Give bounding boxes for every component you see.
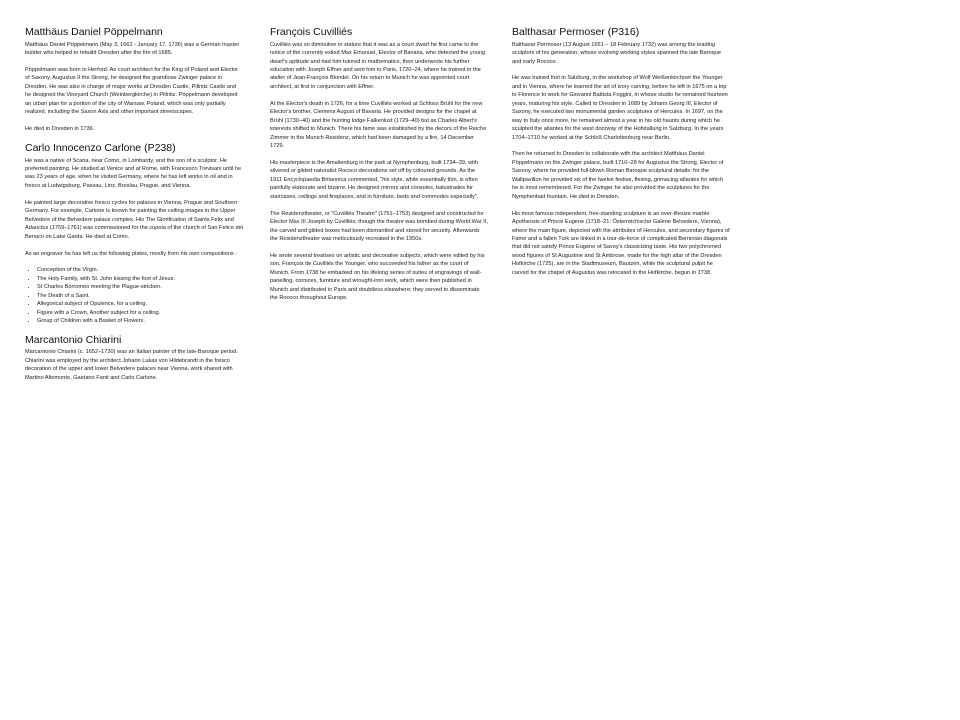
article-paragraph: At the Elector's death in 1726, for a time Cuvilliés worked at Schloss Brühl for the new Elector's brother, Clemens August of Bavaria. He provided designs for the chapel at Brühl (1730–40) and the hunting lodge Falkenlust (1729–40) but as Charles Albert's interests shifted to Munich. There his fame was established by the decors of the Reiche Zimmer in the Munich Residenz, which had been damaged by a fire, 14 December 1729. bbox=[270, 100, 487, 150]
plates-list bbox=[25, 266, 243, 325]
article bbox=[25, 142, 243, 326]
article-paragraph: Then he returned to Dresden to collaborate with the architect Matthäus Daniel Pöppelmann on the Zwinger palace, built 1710–28 for Augustus the Strong, Elector of Saxony, where he provided full-blown Roman Baroque sculptural details: for the Wallpavillon he provided six of the twelve festive, flexing, grimacing atlantes for which he is most remembered. For the Zwinger he also provided the sculptures for the Nymphenbad fountain. He died in Dresden. bbox=[512, 151, 724, 200]
article-paragraph: He painted large decorative fresco cycles for palaces in Vienna, Prague and Southern Germany. For example, Carlone is known for painting the ceiling images in the Upper Belvedere of the Belvedere palace complex. His The Glorification of Saints Felix and Adauctus (1759–1761) was commissioned for the cupola of the church of San Felice del Benaco on Lake Garda. He died at Como. bbox=[25, 199, 243, 240]
article-paragraph: His masterpiece is the Amalienburg in the park at Nymphenburg, built 1734–39, with silvered or gilded naturalist Rococo decorations set off by coloured grounds. As the 1911 Encyclopaedia Britannica commented, "his style, while essentially thin, is often painfully elaborate and bizarre. He designed mirrors and consoles, balustrades for staircases, ceilings and fireplaces, and in furniture, beds and commodes especially". bbox=[270, 159, 479, 200]
article-title: Balthasar Permoser (P316) bbox=[512, 26, 640, 38]
article-paragraph: Balthasar Permoser (13 August 1651 – 18 February 1732) was among the leading sculptors of his generation, whose evolving working styles spanned the late Baroque and early Rococo. bbox=[512, 41, 721, 65]
article bbox=[25, 26, 243, 134]
article-title: Matthäus Daniel Pöppelmann bbox=[25, 26, 163, 38]
list-item: • The Death of a Saint. bbox=[37, 292, 243, 300]
list-item: • St Charles Borromeo meeting the Plague-stricken. bbox=[37, 283, 243, 291]
article bbox=[270, 26, 488, 303]
article-paragraph: His most famous independent, free-standing sculpture is an over-lifesize marble Apotheosis of Prince Eugene (1718–21: Österreichische Galerie Belvedere, Vienna), where the main figure, depicted with the attributes of Hercules, and secondary figures of Fame and a fallen Turk are linked in a tour-de-force of complicated Berninian diagonals that did not satisfy Prince Eugene of Savoy's classicizing taste. His two polychromed wood figures of St Augustine and St Ambrose, made for the high altar of the Dresden Hofkirche (1725), are in the Stadtmuseum, Bautzen, while the sculptural pulpit he carved for the chapel of Augustus was relocated in the Hofkirche, begun in 1738. bbox=[512, 210, 730, 276]
article-paragraph: He was trained first in Salzburg, in the workshop of Wolf Weißenkirchner the Younger and in Vienna, where he learned the art of ivory carving, before he left in 1675 on a trip to Florence to work for Giovanni Battista Foggini, in whose studio he remained fourteen years, maturing his style. Called to Dresden in 1689 by Johann Georg III, Elector of Saxony, he executed two monumental garden sculptures of Hercules. In 1697, on the way to Italy once more, he remained almost a year in his old haunts during which he sculpted the atlantes for the west doorway of the Hofstallung in Salzburg. In the years 1704–1710 he worked at the Schloß Charlottenburg near Berlin. bbox=[512, 75, 728, 141]
article-title: Carlo Innocenzo Carlone (P238) bbox=[25, 141, 176, 154]
article bbox=[512, 26, 730, 277]
article bbox=[25, 334, 243, 382]
article-paragraph: As an engraver he has left us the following plates, mostly from his own compositions : bbox=[25, 250, 237, 257]
article-paragraph: Cuvilliés was so diminutive in stature that it was as a court dwarf he first came to the notice of the currently exiled Max Emanuel, Elector of Bavaria, who detected the young dwarf's aptitude and had him tutored in mathematics, then underwrote his further education with Joseph Effner and sent him to Paris, 1720–24, where he trained in the atelier of Jean-François Blondel. On his return to Munich he was appointed court architect, at first in conjunction with Effner. bbox=[270, 41, 486, 90]
article-paragraph: He wrote several treatises on artistic and decorative subjects, which were edited by his son, François de Cuvilliés the Younger, who succeeded his father as the court of Munich. From 1738 he embarked on his lifelong series of suites of engravings of wall-panelling, cornices, furniture and wrought-iron work, which were then published in Munich and distributed in Paris and doubtless elsewhere; they served to disseminate the Rococo throughout Europe. bbox=[270, 252, 485, 302]
column-2 bbox=[270, 26, 488, 311]
list-item: • Group of Children with a Basket of Flowers. bbox=[37, 317, 243, 325]
article-paragraph: Matthäus Daniel Pöppelmann (May 3, 1662 - January 17, 1736) was a German master builder who helped to rebuild Dresden after the fire of 1685. bbox=[25, 41, 240, 57]
article-title: Marcantonio Chiarini bbox=[25, 333, 122, 346]
article-paragraph: He died in Dresden in 1736. bbox=[25, 126, 95, 133]
column-3 bbox=[512, 26, 730, 286]
article-paragraph: He was a native of Scaria, near Como, in Lombardy, and the son of a sculptor. He preferred painting. He studied at Venice and at Rome, with Francesco Trevisani until he was 23 years of age, when he visited Germany, where he has left works in oil and in fresco at Ludwigsburg, Passau, Linz, Breslau, Prague, and Vienna. bbox=[25, 157, 242, 189]
list-item: • Conception of the Virgin. bbox=[37, 266, 243, 274]
article-paragraph: Marcantonio Chiarini (c. 1652–1730) was an Italian painter of the late-Baroque period. Chiarini was employed by the architect Johann Lukas von Hildebrandt in the fresco decoration of the upper and lower Belvedere palaces near Vienna, work shared with Martino Altomonte, Gaetano Fanti and Carlo Carlone. bbox=[25, 349, 238, 381]
list-item: • Figure with a Crown, Another subject for a ceiling. bbox=[37, 309, 243, 317]
article-title: François Cuvilliés bbox=[270, 26, 353, 38]
list-item: • Allegorical subject of Opulence, for a ceiling. bbox=[37, 300, 243, 308]
article-paragraph: Pöppelmann was born in Herford. As court architect for the King of Poland and Elector of Saxony, Augustus II the Strong, he designed the grandiose Zwinger palace in Dresden. He was also in charge of major works at Dresden Castle, Pillnitz Castle and he designed the Vineyard Church (Weinbergkirche) in Pillnitz. Pöppelmann developed an urban plan for a portion of the city of Warsaw, Poland, which was only partially realized, including the Saxon Axis and other important streetscapes. bbox=[25, 66, 238, 116]
list-item: • The Holy Family, with St. John kissing the foot of Jesus. bbox=[37, 275, 243, 283]
column-1 bbox=[25, 26, 243, 390]
article-paragraph: The Residenztheater, or "Cuvilliés Theatre" (1751–1753) designed and constructed for Elector Max III Joseph by Cuvilliés; though the theatre was bombed during World War II, the carved and gilded boxes had been dismantled and stored for security. Afterwards the Residenztheater was meticulously recreated in the 1950s. bbox=[270, 210, 488, 242]
